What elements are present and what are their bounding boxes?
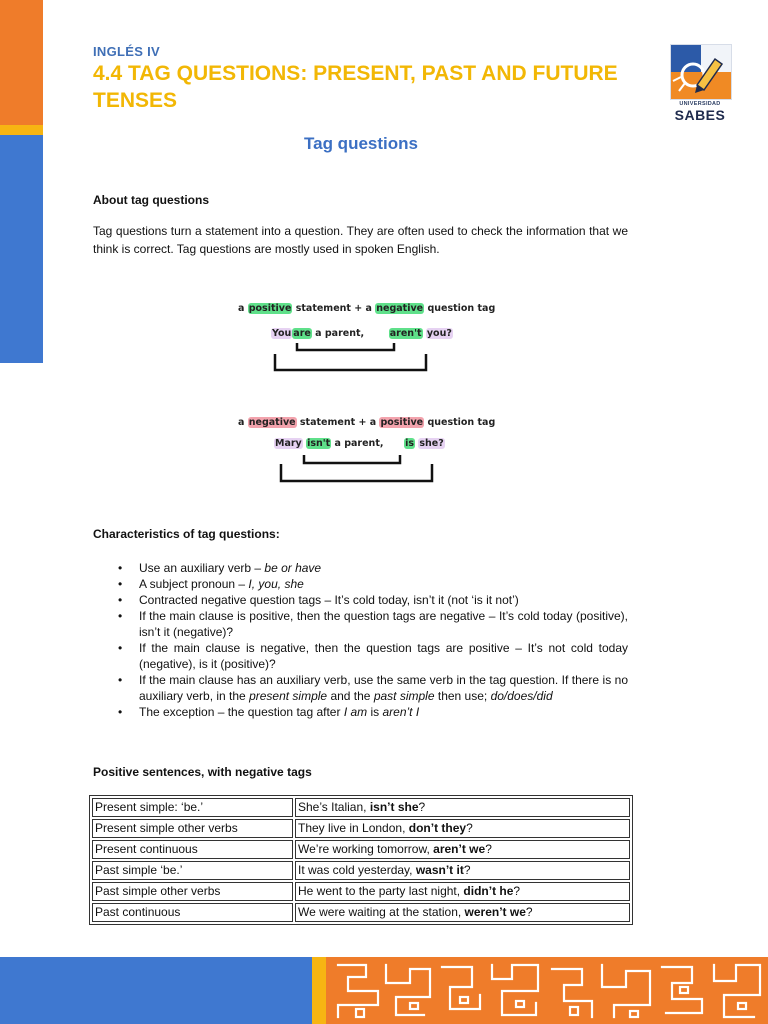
- about-heading: About tag questions: [93, 193, 209, 207]
- section-title: Tag questions: [304, 134, 418, 153]
- diagram-negative-formula: a negative statement + a positive question tag: [238, 417, 496, 428]
- list-item: • Use an auxiliary verb – be or have: [118, 560, 628, 576]
- example-cell: He went to the party last night, didn’t he?: [295, 882, 630, 901]
- diagram-positive-formula: a positive statement + a negative question tag: [238, 303, 496, 314]
- pencil-icon: [671, 45, 731, 99]
- table-row: [92, 798, 630, 817]
- table-row: [92, 903, 630, 922]
- side-bar-orange: [0, 0, 43, 125]
- tense-cell: Present simple: ‘be.’: [92, 798, 293, 817]
- example-cell: It was cold yesterday, wasn’t it?: [295, 861, 630, 880]
- tense-cell: Past continuous: [92, 903, 293, 922]
- tag-examples-table: [89, 795, 633, 925]
- footer-bar-orange: [326, 957, 768, 1024]
- diagram-positive-example: You are a parent, aren't you?: [272, 328, 452, 339]
- table-row: [92, 861, 630, 880]
- diagram-bracket-2: [278, 452, 438, 486]
- example-cell: We were waiting at the station, weren’t we?: [295, 903, 630, 922]
- about-paragraph: Tag questions turn a statement into a question. They are often used to check the information that we think is correct. Tag questions are mostly used in spoken English.: [93, 224, 628, 256]
- list-item: • The exception – the question tag after I am is aren’t I: [118, 704, 628, 720]
- footer-bar-yellow: [312, 957, 326, 1024]
- example-cell: We’re working tomorrow, aren’t we?: [295, 840, 630, 859]
- page-title: 4.4 TAG QUESTIONS: PRESENT, PAST AND FUTURE TENSES: [93, 62, 618, 112]
- logo-university-text: UNIVERSIDAD: [679, 101, 721, 107]
- tense-cell: Present simple other verbs: [92, 819, 293, 838]
- table-row: [92, 840, 630, 859]
- course-label: INGLÉS IV: [93, 44, 160, 59]
- list-item: • If the main clause is positive, then the question tags are negative – It’s cold today (positive), isn’t it (negative)?: [118, 608, 628, 640]
- footer-bar-blue: [0, 957, 312, 1024]
- logo-mark: [670, 44, 732, 100]
- characteristics-list: [118, 560, 628, 720]
- list-item: • If the main clause has an auxiliary verb, use the same verb in the tag question. If there is no auxiliary verb, in the present simple and the past simple then use; do/does/did: [118, 672, 628, 704]
- list-item: • A subject pronoun – I, you, she: [118, 576, 628, 592]
- university-logo: [670, 44, 732, 126]
- tense-cell: Past simple other verbs: [92, 882, 293, 901]
- example-cell: They live in London, don’t they?: [295, 819, 630, 838]
- characteristics-heading: Characteristics of tag questions:: [93, 527, 280, 541]
- diagram-negative-example: Mary isn't a parent, is she?: [275, 438, 444, 449]
- side-bar-blue: [0, 135, 43, 363]
- tense-cell: Present continuous: [92, 840, 293, 859]
- table-row: [92, 819, 630, 838]
- list-item: • Contracted negative question tags – It’s cold today, isn’t it (not ‘is it not’): [118, 592, 628, 608]
- maze-pattern: [326, 957, 768, 1024]
- logo-sabes-text: SABES: [674, 107, 726, 123]
- diagram-bracket-1: [270, 340, 430, 376]
- table-row: [92, 882, 630, 901]
- tense-cell: Past simple ‘be.’: [92, 861, 293, 880]
- list-item: • If the main clause is negative, then the question tags are positive – It’s not cold today (negative), is it (positive)?: [118, 640, 628, 672]
- example-cell: She’s Italian, isn’t she?: [295, 798, 630, 817]
- positive-sentences-heading: Positive sentences, with negative tags: [93, 765, 312, 779]
